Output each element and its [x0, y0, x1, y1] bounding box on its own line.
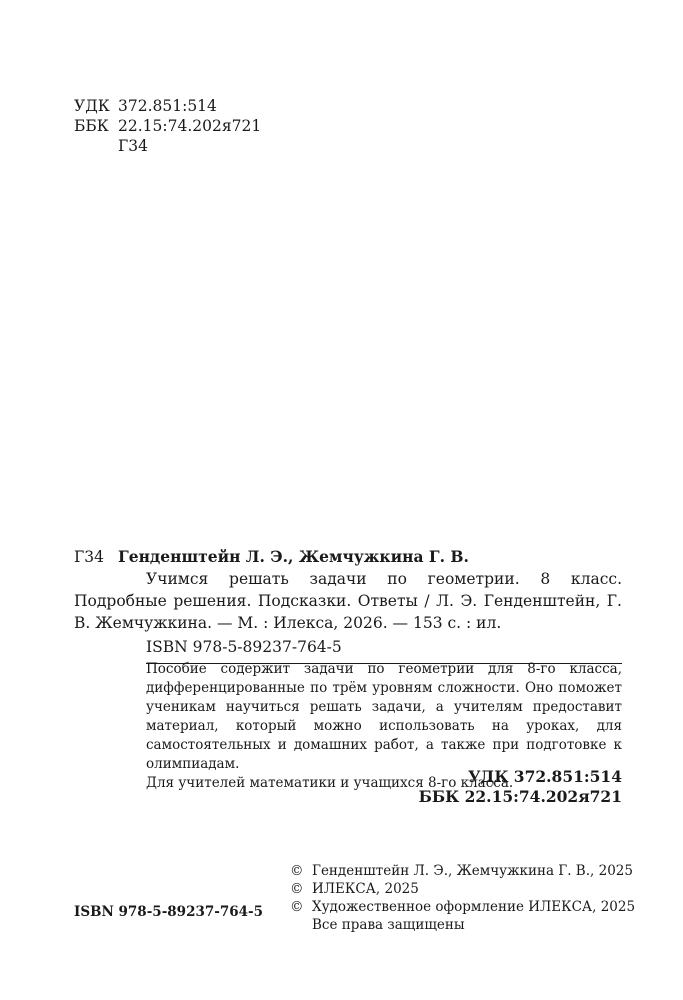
udk-label: УДК [74, 97, 110, 115]
biblio-code: Г34 [74, 548, 104, 566]
biblio-isbn: ISBN 978-5-89237-764-5 [146, 638, 342, 656]
copyright-symbol: © [290, 863, 304, 879]
copyright-line-3 [290, 898, 635, 916]
bottom-classification-codes [419, 767, 622, 807]
copyright-line-1 [290, 862, 635, 880]
bottom-udk: УДК 372.851:514 [467, 767, 622, 786]
copyright-rights: Все права защищены [312, 917, 465, 933]
bibliographic-record [74, 546, 622, 664]
udk-value: 372.851:514 [118, 97, 217, 115]
biblio-authors: Генденштейн Л. Э., Жемчужкина Г. В. [118, 547, 469, 566]
udk-row [74, 96, 261, 116]
biblio-title-block: Учимся решать задачи по геометрии. 8 класс. Подробные решения. Подсказки. Ответы / Л. Э. Генденштейн, Г. В. Жемчужкина. — М. : Илекса, 2026. — 153 с. : ил. [74, 570, 622, 632]
bbk-row [74, 116, 261, 136]
annotation-paragraph-1: Пособие содержит задачи по геометрии для 8-го класса, дифференцированные по трём уровням сложности. Оно поможет ученикам научиться решать задачи, а учителям предоставит материал, который можно использовать на уроках, для самостоятельных и домашних работ, а также при подготовке к олимпиадам. [146, 661, 622, 772]
top-classification-codes [74, 96, 261, 156]
bbk-value: 22.15:74.202я721 [118, 117, 262, 135]
copyright-publisher: ИЛЕКСА, 2025 [312, 881, 419, 897]
biblio-heading [74, 546, 622, 568]
copyright-design: Художественное оформление ИЛЕКСА, 2025 [312, 899, 636, 915]
isbn-bottom: ISBN 978-5-89237-764-5 [74, 904, 264, 920]
author-mark: Г34 [118, 137, 148, 155]
copyright-authors: Генденштейн Л. Э., Жемчужкина Г. В., 2025 [312, 863, 633, 879]
annotation-paragraph-2: Для учителей математики и учащихся 8-го класса. [146, 775, 514, 791]
bottom-bbk: ББК 22.15:74.202я721 [418, 787, 622, 806]
copyright-block [290, 862, 635, 934]
bbk-label: ББК [74, 117, 109, 135]
copyright-line-2 [290, 880, 635, 898]
copyright-symbol: © [290, 899, 304, 915]
copyright-symbol: © [290, 881, 304, 897]
